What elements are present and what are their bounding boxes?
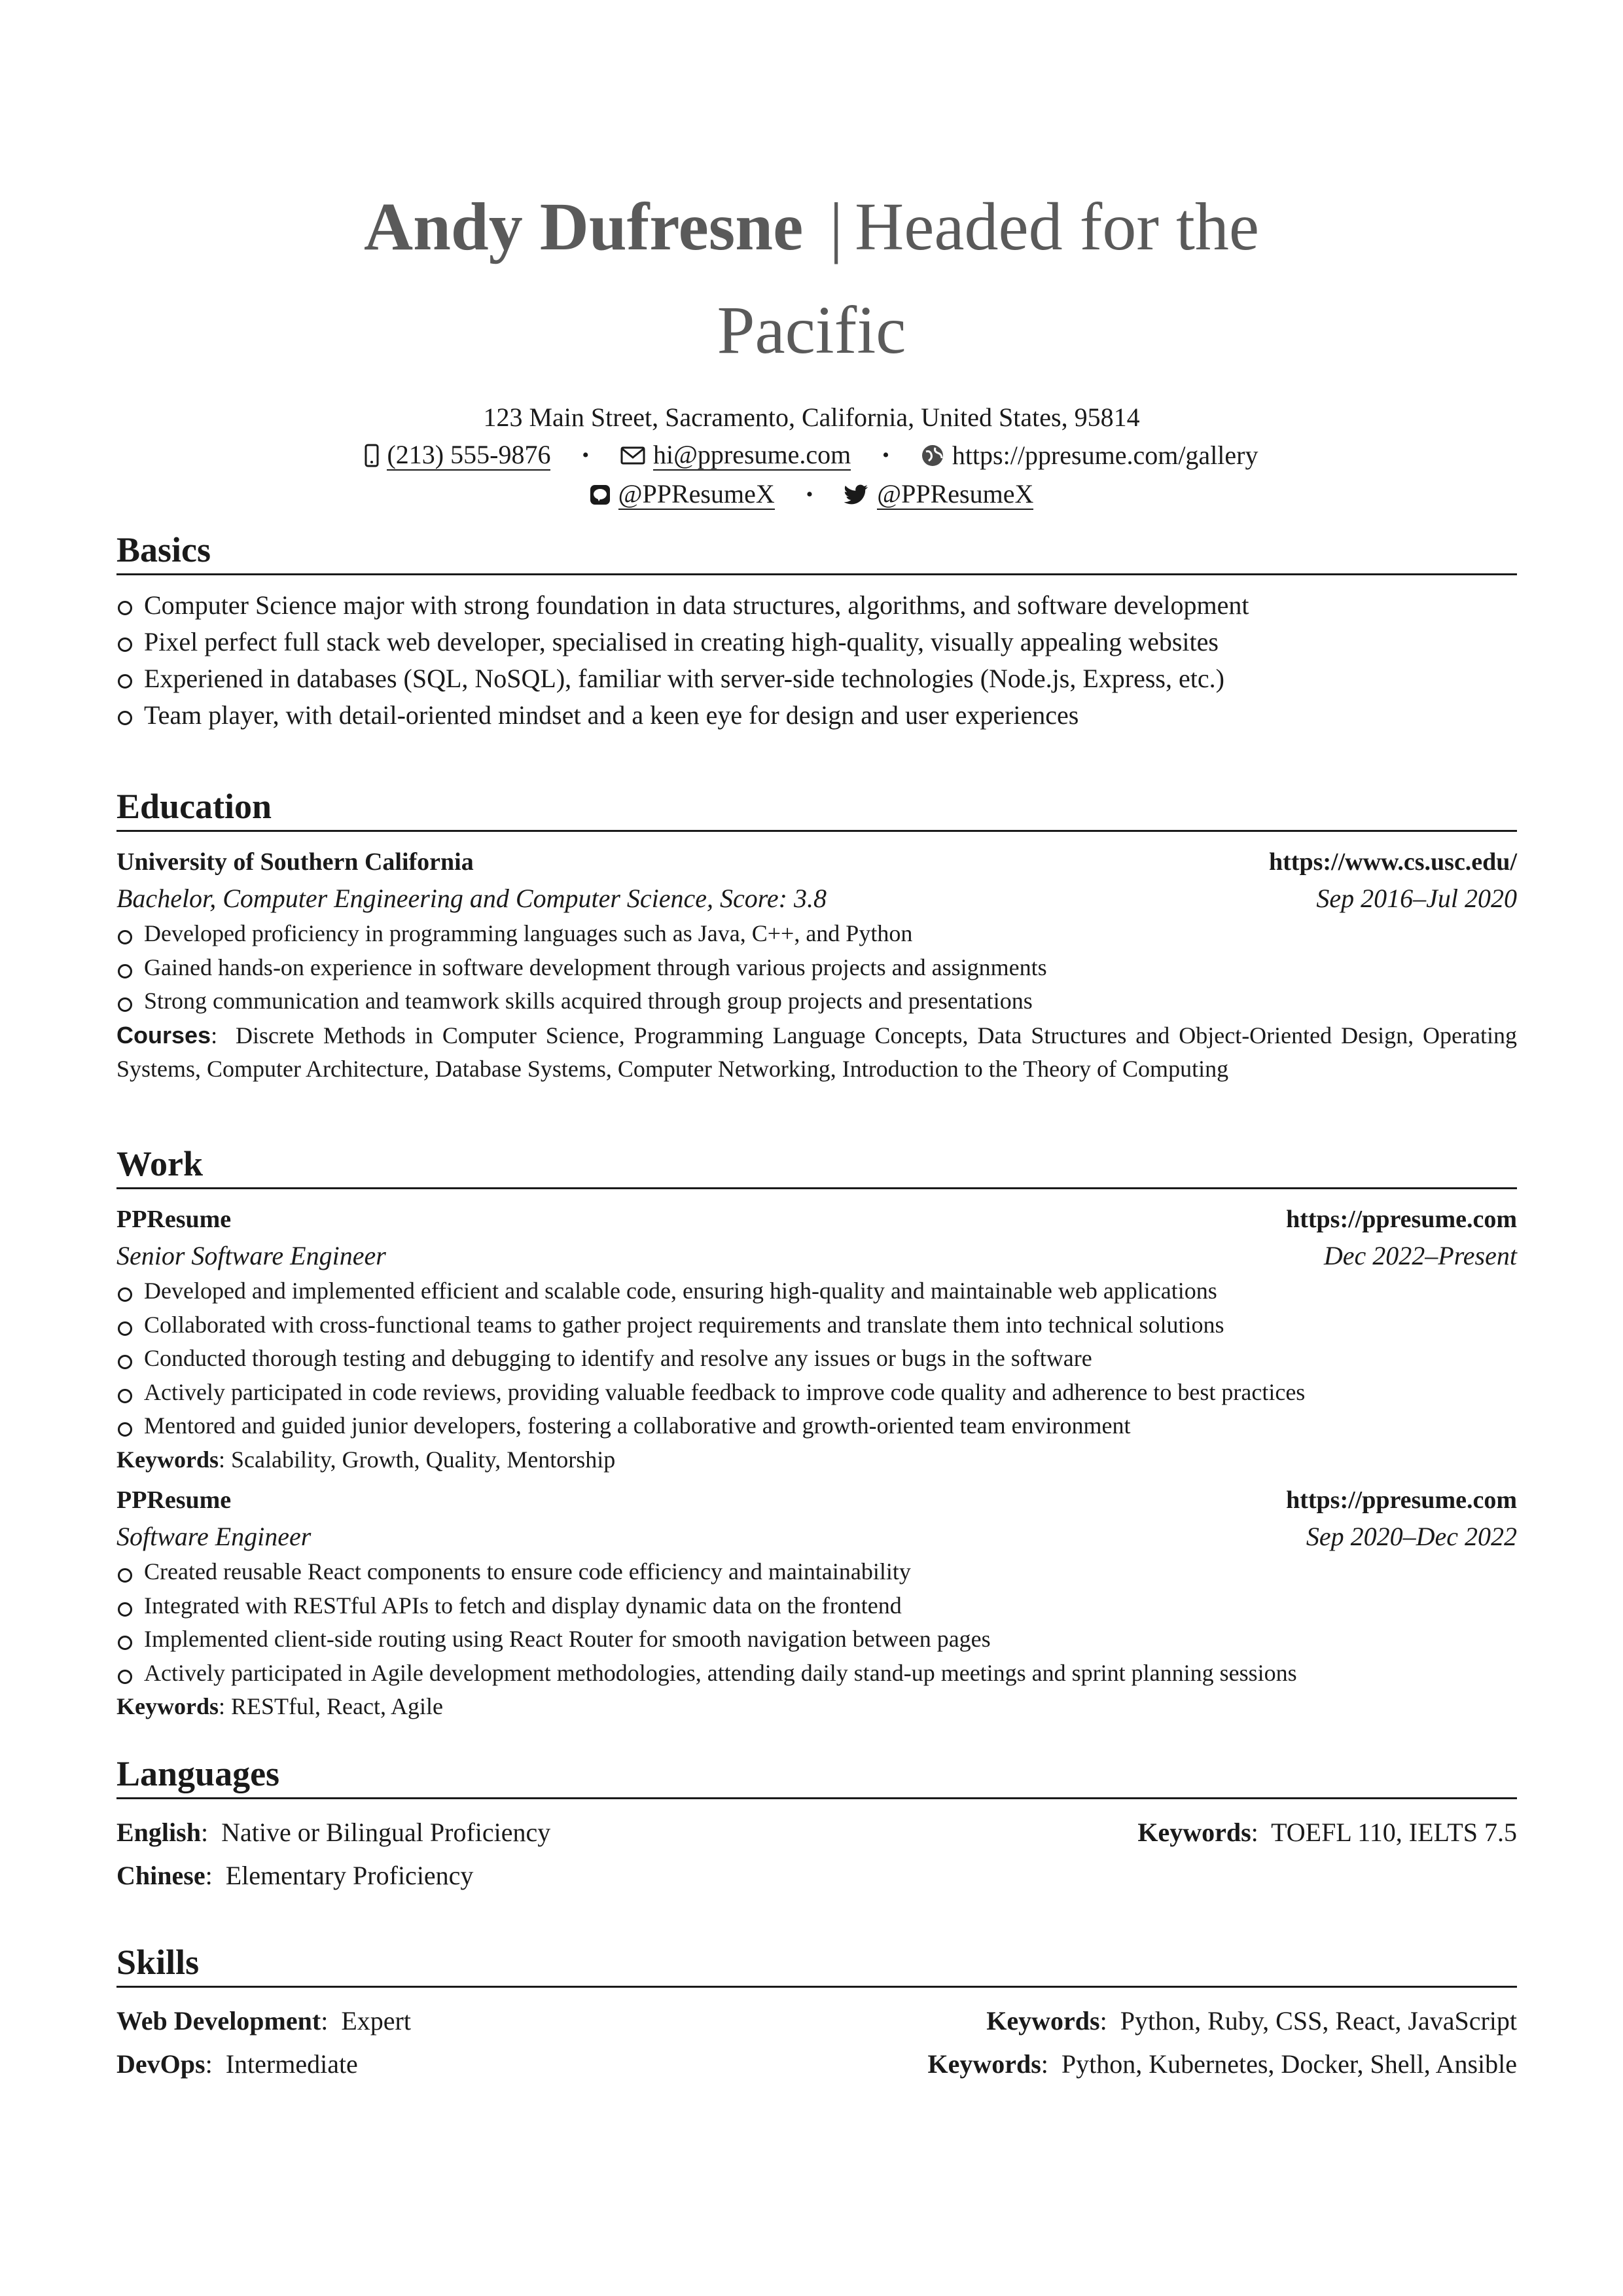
keywords-value: Scalability, Growth, Quality, Mentorship xyxy=(231,1446,616,1473)
resume-header xyxy=(0,175,1623,514)
date-range: Dec 2022–Present xyxy=(1323,1241,1517,1270)
website-contact[interactable] xyxy=(921,436,1258,475)
globe-icon xyxy=(921,444,944,467)
basics-list xyxy=(116,587,1517,734)
company-url[interactable]: https://ppresume.com xyxy=(1286,1486,1517,1514)
company-name: PPResume xyxy=(116,1206,232,1233)
list-item: Team player, with detail-oriented mindset and a keen eye for design and user experiences xyxy=(116,697,1517,734)
list-item: Actively participated in code reviews, providing valuable feedback to improve code quality and adherence to best practices xyxy=(116,1376,1517,1410)
skill-level: Intermediate xyxy=(225,2049,358,2079)
keywords-label: Keywords xyxy=(116,1693,219,1719)
list-item: Experiened in databases (SQL, NoSQL), familiar with server-side technologies (Node.js, Express, etc.) xyxy=(116,660,1517,697)
phone-contact[interactable] xyxy=(365,440,550,471)
date-range: Sep 2016–Jul 2020 xyxy=(1316,884,1517,913)
twitter-bird-icon xyxy=(844,484,869,505)
entry-header xyxy=(116,1201,1517,1238)
list-item: Developed proficiency in programming languages such as Java, C++, and Python xyxy=(116,917,1517,951)
skill-level: Expert xyxy=(341,2006,411,2036)
courses-label: Courses xyxy=(116,1021,211,1049)
contact-separator: • xyxy=(806,484,813,505)
list-item: Implemented client-side routing using React Router for smooth navigation between pages xyxy=(116,1623,1517,1657)
skills-section xyxy=(116,1941,1517,2086)
list-item: Collaborated with cross-functional teams to gather project requirements and translate them into technical solutions xyxy=(116,1308,1517,1342)
list-item: Developed and implemented efficient and scalable code, ensuring high-quality and maintainable web applications xyxy=(116,1274,1517,1308)
language-entry: Chinese: Elementary Proficiency xyxy=(116,1861,474,1890)
list-item: Strong communication and teamwork skills acquired through group projects and presentations xyxy=(116,984,1517,1018)
phone-link[interactable]: (213) 555-9876 xyxy=(387,440,551,469)
language-row xyxy=(116,1811,1517,1854)
education-highlights xyxy=(116,917,1517,1018)
position: Software Engineer xyxy=(116,1522,312,1551)
company-name: PPResume xyxy=(116,1486,232,1514)
company-url[interactable]: https://ppresume.com xyxy=(1286,1206,1517,1233)
education-entry xyxy=(116,844,1517,1086)
contact-separator: • xyxy=(882,444,889,466)
keywords-value: Python, Ruby, CSS, React, JavaScript xyxy=(1120,2006,1517,2036)
skill-keywords: Keywords: Python, Ruby, CSS, React, JavaScript xyxy=(986,2006,1517,2036)
title-separator: | xyxy=(829,189,844,264)
skill-entry: Web Development: Expert xyxy=(116,2006,411,2036)
envelope-icon xyxy=(620,446,645,465)
position: Senior Software Engineer xyxy=(116,1241,386,1270)
skill-name: DevOps xyxy=(116,2049,205,2079)
keywords-label: Keywords xyxy=(986,2006,1100,2036)
language-keywords: Keywords: TOEFL 110, IELTS 7.5 xyxy=(1137,1818,1517,1847)
language-level: Native or Bilingual Proficiency xyxy=(221,1818,551,1847)
contact-row-social xyxy=(0,475,1623,514)
list-item: Conducted thorough testing and debugging to identify and resolve any issues or bugs in the software xyxy=(116,1342,1517,1376)
section-title: Basics xyxy=(116,529,1517,575)
keywords-label: Keywords xyxy=(927,2049,1041,2079)
school-name: University of Southern California xyxy=(116,848,474,876)
contact-separator: • xyxy=(582,444,589,466)
languages-section xyxy=(116,1753,1517,1897)
keywords-label: Keywords xyxy=(116,1446,219,1473)
line-app-icon xyxy=(590,484,611,505)
mobile-phone-icon xyxy=(365,444,379,467)
language-row xyxy=(116,1854,1517,1897)
work-section xyxy=(116,1143,1517,1724)
work-highlights xyxy=(116,1555,1517,1690)
website-link[interactable]: https://ppresume.com/gallery xyxy=(952,440,1258,470)
applicant-tagline: Headed for the Pacific xyxy=(717,189,1259,368)
skill-row xyxy=(116,2043,1517,2086)
email-contact[interactable] xyxy=(620,440,851,471)
contact-row-primary xyxy=(0,436,1623,475)
degree: Bachelor, Computer Engineering and Computer Science, Score: 3.8 xyxy=(116,884,827,913)
courses-list: Discrete Methods in Computer Science, Programming Language Concepts, Data Structures and Object-Oriented Design, Operating Systems, Computer Architecture, Database Systems, Computer Networking, Introduction to the Theory of Computing xyxy=(116,1022,1517,1082)
work-highlights xyxy=(116,1274,1517,1443)
keywords-line: Keywords: Scalability, Growth, Quality, Mentorship xyxy=(116,1446,616,1473)
skill-entry: DevOps: Intermediate xyxy=(116,2049,358,2079)
language-level: Elementary Proficiency xyxy=(225,1861,474,1890)
entry-subheader xyxy=(116,880,1517,917)
courses: Courses: Discrete Methods in Computer Science, Programming Language Concepts, Data Structures and Object-Oriented Design, Operating Systems, Computer Architecture, Database Systems, Computer Networking, Introduction to the Theory of Computing xyxy=(116,1021,1517,1082)
list-item: Actively participated in Agile development methodologies, attending daily stand-up meetings and sprint planning sessions xyxy=(116,1657,1517,1691)
resume-title xyxy=(321,175,1302,382)
line-contact[interactable] xyxy=(590,480,775,510)
entry-subheader xyxy=(116,1518,1517,1555)
entry-header xyxy=(116,844,1517,880)
entry-header xyxy=(116,1482,1517,1518)
language-entry: English: Native or Bilingual Proficiency xyxy=(116,1818,551,1847)
skill-name: Web Development xyxy=(116,2006,321,2036)
address: 123 Main Street, Sacramento, California, United States, 95814 xyxy=(483,403,1140,432)
work-entry xyxy=(116,1482,1517,1724)
list-item: Created reusable React components to ensure code efficiency and maintainability xyxy=(116,1555,1517,1589)
language-name: English xyxy=(116,1818,201,1847)
section-title: Languages xyxy=(116,1753,1517,1799)
keywords-value: Python, Kubernetes, Docker, Shell, Ansible xyxy=(1061,2049,1517,2079)
section-title: Work xyxy=(116,1143,1517,1189)
section-title: Education xyxy=(116,785,1517,832)
basics-section xyxy=(116,529,1517,734)
work-entry xyxy=(116,1201,1517,1477)
keywords-value: TOEFL 110, IELTS 7.5 xyxy=(1271,1818,1517,1847)
list-item: Mentored and guided junior developers, fostering a collaborative and growth-oriented team environment xyxy=(116,1409,1517,1443)
skill-row xyxy=(116,2000,1517,2043)
email-link[interactable]: hi@ppresume.com xyxy=(652,440,851,469)
line-link[interactable]: @PPResumeX xyxy=(618,479,775,509)
list-item: Gained hands-on experience in software development through various projects and assignments xyxy=(116,951,1517,985)
education-section xyxy=(116,785,1517,1086)
skill-keywords: Keywords: Python, Kubernetes, Docker, Shell, Ansible xyxy=(927,2049,1517,2079)
language-name: Chinese xyxy=(116,1861,205,1890)
twitter-link[interactable]: @PPResumeX xyxy=(877,479,1034,509)
keywords-value: RESTful, React, Agile xyxy=(231,1693,443,1719)
list-item: Computer Science major with strong foundation in data structures, algorithms, and software development xyxy=(116,587,1517,624)
date-range: Sep 2020–Dec 2022 xyxy=(1306,1522,1517,1551)
section-title: Skills xyxy=(116,1941,1517,1988)
school-url[interactable]: https://www.cs.usc.edu/ xyxy=(1269,848,1517,876)
keywords-label: Keywords xyxy=(1137,1818,1251,1847)
entry-subheader xyxy=(116,1238,1517,1274)
list-item: Integrated with RESTful APIs to fetch and display dynamic data on the frontend xyxy=(116,1589,1517,1623)
twitter-contact[interactable] xyxy=(844,480,1033,510)
applicant-name: Andy Dufresne xyxy=(363,189,804,264)
list-item: Pixel perfect full stack web developer, specialised in creating high-quality, visually appealing websites xyxy=(116,624,1517,660)
keywords-line: Keywords: RESTful, React, Agile xyxy=(116,1693,443,1719)
